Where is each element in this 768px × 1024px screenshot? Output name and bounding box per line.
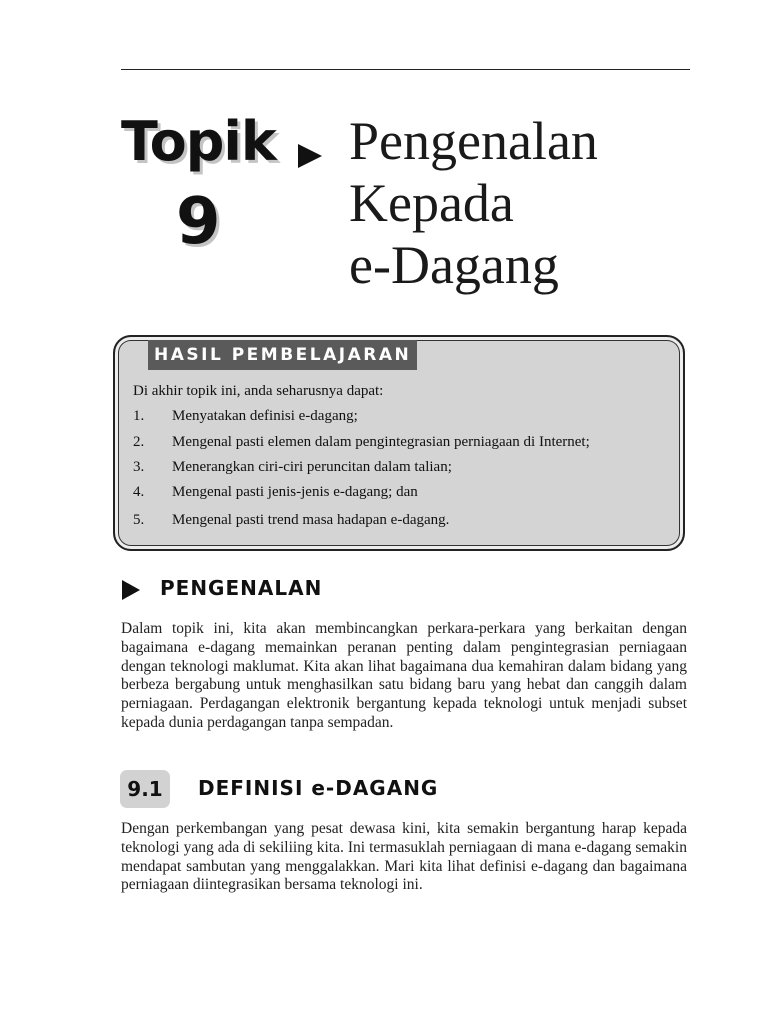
outcome-text: Mengenal pasti jenis-jenis e-dagang; dan	[172, 484, 418, 500]
outcome-text: Menerangkan ciri-ciri peruncitan dalam talian;	[172, 459, 452, 475]
section-number-badge: 9.1	[120, 770, 170, 808]
outcome-number: 3.	[133, 459, 145, 475]
triangle-arrow-icon	[122, 580, 140, 600]
chapter-title-line: Kepada	[349, 173, 514, 233]
chapter-title-line: e-Dagang	[349, 235, 559, 295]
outcome-number: 1.	[133, 408, 145, 424]
outcome-text: Mengenal pasti elemen dalam pengintegrasian perniagaan di Internet;	[172, 434, 590, 450]
chapter-title	[349, 110, 598, 296]
outcome-number: 5.	[133, 512, 145, 528]
chapter-title-line: Pengenalan	[349, 111, 598, 171]
outcome-number: 2.	[133, 434, 145, 450]
top-rule	[121, 69, 690, 70]
section-paragraph: Dengan perkembangan yang pesat dewasa kini, kita semakin bergantung harap kepada teknologi yang ada di sekiliing kita. Ini termasuklah perniagaan di mana e-dagang semakin mendapat sambutan yang menggalakkan. Mari kita lihat definisi e-dagang dan bagaimana perniagaan diintegrasikan bersama teknologi ini.	[121, 820, 687, 894]
outcome-number: 4.	[133, 484, 145, 500]
triangle-arrow-icon	[298, 144, 322, 168]
learning-outcomes-intro: Di akhir topik ini, anda seharusnya dapat:	[133, 383, 384, 399]
chapter-label: Topik	[121, 110, 276, 173]
intro-paragraph: Dalam topik ini, kita akan membincangkan perkara-perkara yang berkaitan dengan bagaimana e-dagang memainkan peranan penting dalam pengintegrasian perniagaan dengan teknologi maklumat. Kita akan lihat bagaimana dua kemahiran dalam bidang yang berbeza bergabung untuk menghasilkan satu bidang baru yang hebat dan canggih dalam perniagaan. Perdagangan elektronik bergantung kepada teknologi untuk menjadi subset kepada dunia perdagangan tanpa sempadan.	[121, 620, 687, 731]
section-heading: DEFINISI e-DAGANG	[198, 776, 439, 800]
section-heading: PENGENALAN	[160, 576, 323, 600]
learning-outcomes-heading: HASIL PEMBELAJARAN	[148, 340, 417, 370]
outcome-text: Mengenal pasti trend masa hadapan e-dagang.	[172, 512, 450, 528]
chapter-number: 9	[176, 185, 221, 259]
outcome-text: Menyatakan definisi e-dagang;	[172, 408, 358, 424]
